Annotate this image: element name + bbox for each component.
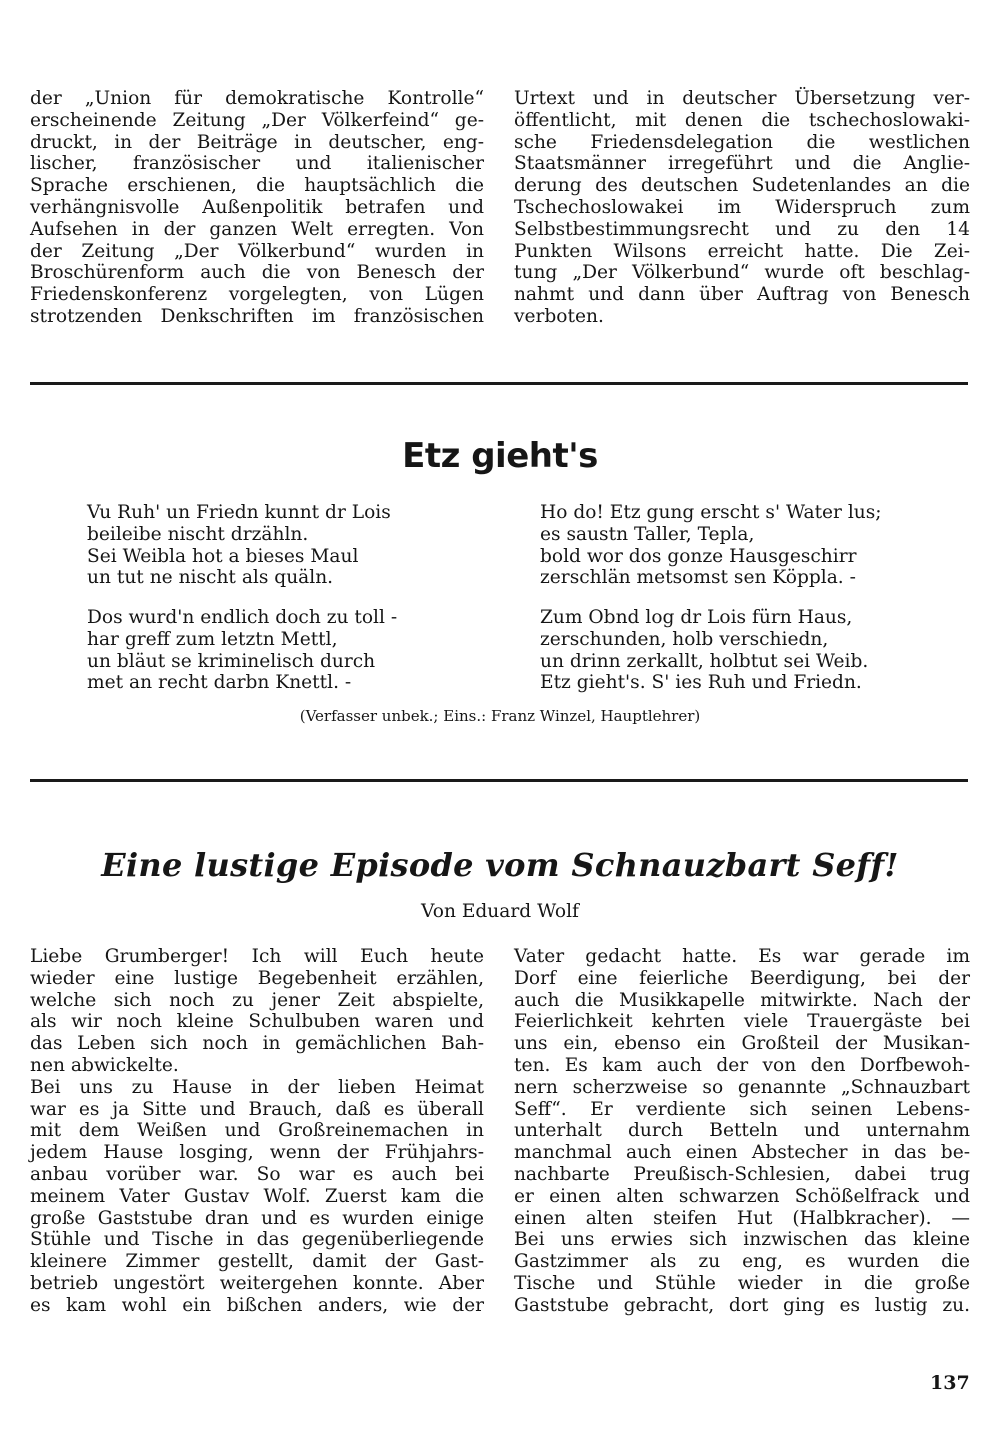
text-line: Vater gedacht hatte. Es war gerade im bbox=[514, 946, 970, 967]
text-line: ten. Es kam auch der von den Dorfbewoh- bbox=[514, 1054, 970, 1076]
text-line: er einen alten schwarzen Schößelfrack und bbox=[514, 1185, 970, 1207]
text-line: nern scherzweise so genannte „Schnauzbart bbox=[514, 1076, 970, 1098]
text-line: öffentlicht, mit denen die tschechoslowaki- bbox=[514, 109, 970, 131]
text-line: es kam wohl ein bißchen anders, wie der bbox=[30, 1294, 484, 1316]
text-line: Staatsmänner irregeführt und die Anglie- bbox=[514, 153, 970, 175]
section-divider bbox=[30, 382, 968, 385]
text-line: sche Friedensdelegation die westlichen bbox=[514, 131, 970, 153]
text-line: Feierlichkeit kehrten viele Trauergäste bei bbox=[514, 1011, 970, 1033]
text-line: Broschürenform auch die von Benesch der bbox=[30, 262, 484, 284]
text-line: Selbstbestimmungsrecht und zu den 14 bbox=[514, 218, 970, 240]
text-line: einen alten steifen Hut (Halbkracher). — bbox=[514, 1207, 970, 1229]
text-line: jedem Hause losging, wenn der Frühjahrs- bbox=[30, 1142, 484, 1164]
poem-credit: (Verfasser unbek.; Eins.: Franz Winzel, Hauptlehrer) bbox=[299, 707, 701, 725]
text-line: als wir noch kleine Schulbuben waren und bbox=[30, 1011, 484, 1033]
text-line: unterhalt durch Betteln und unternahm bbox=[514, 1120, 970, 1142]
text-line: manchmal auch einen Abstecher in das be- bbox=[514, 1142, 970, 1164]
poem-line: un drinn zerkallt, holbtut sei Weib. bbox=[540, 650, 869, 672]
text-line: druckt, in der Beiträge in deutscher, eng- bbox=[30, 131, 484, 153]
text-line: betrieb ungestört weitergehen konnte. Aber bbox=[30, 1272, 484, 1294]
story-title: Eine lustige Episode vom Schnauzbart Seff! bbox=[101, 846, 899, 884]
text-line: lischer, französischer und italienischer bbox=[30, 153, 484, 175]
text-line: auch die Musikkapelle mitwirkte. Nach der bbox=[514, 989, 970, 1011]
section-divider bbox=[30, 779, 968, 782]
text-line: tung „Der Völkerbund“ wurde oft beschlag- bbox=[514, 262, 970, 284]
poem-line: un tut ne nischt als quäln. bbox=[87, 567, 334, 589]
story-left-column bbox=[30, 946, 484, 1317]
text-line: Punkten Wilsons erreicht hatte. Die Zei- bbox=[514, 240, 970, 262]
poem-line: bold wor dos gonze Hausgeschirr bbox=[540, 545, 857, 567]
text-line: Aufsehen in der ganzen Welt erregten. Von bbox=[30, 218, 484, 240]
poem-line: har greff zum letztn Mettl, bbox=[87, 628, 338, 650]
text-line: der Zeitung „Der Völkerbund“ wurden in bbox=[30, 240, 484, 262]
text-line: das Leben sich noch in gemächlichen Bah- bbox=[30, 1033, 484, 1055]
text-line: nahmt und dann über Auftrag von Benesch bbox=[514, 284, 970, 306]
poem-line: zerschlän metsomst sen Köppla. - bbox=[540, 567, 856, 589]
text-line: mit dem Weißen und Großreinemachen in bbox=[30, 1120, 484, 1142]
text-line: Seff“. Er verdiente sich seinen Lebens- bbox=[514, 1098, 970, 1120]
poem-line: un bläut se kriminelisch durch bbox=[87, 650, 376, 672]
poem-line: Vu Ruh' un Friedn kunnt dr Lois bbox=[87, 502, 391, 523]
text-line: nen abwickelte. bbox=[30, 1054, 179, 1076]
poem-line: Sei Weibla hot a bieses Maul bbox=[87, 545, 359, 567]
poem-line: Ho do! Etz gung erscht s' Water lus; bbox=[540, 502, 882, 523]
text-line: kleinere Zimmer gestellt, damit der Gast- bbox=[30, 1251, 484, 1273]
text-line: der „Union für demokratische Kontrolle“ bbox=[30, 88, 484, 109]
text-line: verhängnisvolle Außenpolitik betrafen und bbox=[30, 196, 484, 218]
text-line: Friedenskonferenz vorgelegten, von Lügen bbox=[30, 284, 484, 306]
poem-line: beileibe nischt drzähln. bbox=[87, 523, 309, 545]
poem-line: Zum Obnd log dr Lois fürn Haus, bbox=[540, 607, 853, 628]
text-line: Dorf eine feierliche Beerdigung, bei der bbox=[514, 967, 970, 989]
text-line: derung des deutschen Sudetenlandes an die bbox=[514, 175, 970, 197]
text-line: Urtext und in deutscher Übersetzung ver- bbox=[514, 88, 970, 109]
poem-stanza bbox=[87, 607, 397, 694]
poem-title: Etz gieht's bbox=[402, 436, 598, 476]
poem-line: Dos wurd'n endlich doch zu toll - bbox=[87, 607, 398, 628]
text-line: Gastzimmer als zu eng, es wurden die bbox=[514, 1251, 970, 1273]
text-line: Tische und Stühle wieder in die große bbox=[514, 1272, 970, 1294]
poem-line: es saustn Taller, Tepla, bbox=[540, 523, 755, 545]
text-line: meinem Vater Gustav Wolf. Zuerst kam die bbox=[30, 1185, 484, 1207]
text-line: uns ein, ebenso ein Großteil der Musikan- bbox=[514, 1033, 970, 1055]
top-article-right-column bbox=[514, 88, 970, 328]
text-line: Stühle und Tische in das gegenüberliegende bbox=[30, 1229, 484, 1251]
text-line: wieder eine lustige Begebenheit erzählen, bbox=[30, 967, 484, 989]
text-line: Gaststube gebracht, dort ging es lustig zu. bbox=[514, 1294, 970, 1316]
poem-line: Etz gieht's. S' ies Ruh und Friedn. bbox=[540, 672, 862, 694]
text-line: war es ja Sitte und Brauch, daß es überall bbox=[30, 1098, 484, 1120]
text-line: erscheinende Zeitung „Der Völkerfeind“ ge- bbox=[30, 109, 484, 131]
poem-stanza bbox=[540, 502, 882, 589]
text-line: große Gaststube dran und es wurden einige bbox=[30, 1207, 484, 1229]
text-line: Tschechoslowakei im Widerspruch zum bbox=[514, 196, 970, 218]
text-line: Bei uns erwies sich inzwischen das kleine bbox=[514, 1229, 970, 1251]
text-line: anbau vorüber war. So war es auch bei bbox=[30, 1163, 484, 1185]
poem-stanza bbox=[87, 502, 391, 589]
text-line: Liebe Grumberger! Ich will Euch heute bbox=[30, 946, 484, 967]
text-line: Sprache erschienen, die hauptsächlich die bbox=[30, 175, 484, 197]
text-line: verboten. bbox=[514, 305, 604, 327]
story-byline: Von Eduard Wolf bbox=[421, 901, 579, 922]
text-line: strotzenden Denkschriften im französischen bbox=[30, 305, 484, 327]
text-line: Bei uns zu Hause in der lieben Heimat bbox=[30, 1076, 484, 1098]
text-line: nachbarte Preußisch-Schlesien, dabei trug bbox=[514, 1163, 970, 1185]
poem-line: zerschunden, holb verschiedn, bbox=[540, 628, 829, 650]
page-number: 137 bbox=[930, 1372, 970, 1394]
poem-stanza bbox=[540, 607, 868, 694]
text-line: welche sich noch zu jener Zeit abspielte, bbox=[30, 989, 484, 1011]
poem-line: met an recht darbn Knettl. - bbox=[87, 672, 352, 694]
story-right-column bbox=[514, 946, 970, 1317]
top-article-left-column bbox=[30, 88, 484, 328]
